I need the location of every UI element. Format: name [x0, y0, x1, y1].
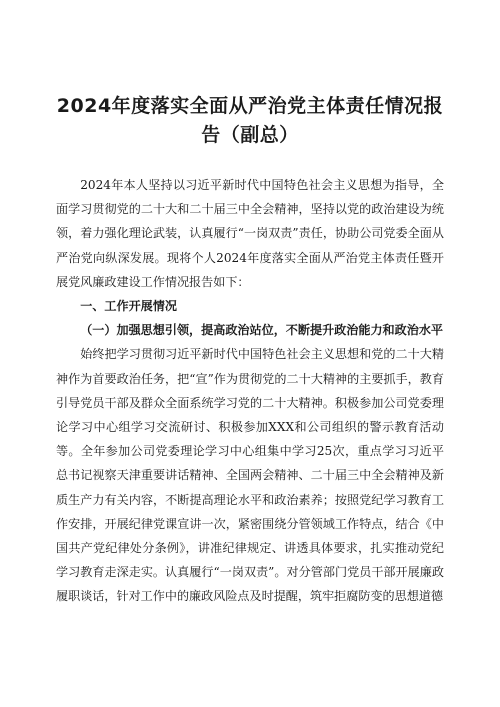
body-paragraph: 始终把学习贯彻习近平新时代中国特色社会主义思想和党的二十大精神作为首要政治任务，把“宣”作为贯彻党的二十大精神的主要抓手，教育引导党员干部及群众全面系统学习党的二十大精神。积极参加公司党委理论学习中心组学习交流研讨、积极参加XXX和公司组织的警示教育活动等。全年参加公司党委理论学习中心组集中学习25次，重点学习习近平总书记视察天津重要讲话精神、全国两会精神、二十届三中全会精神及新质生产力有关内容，不断提高理论水平和政治素养；按照党纪学习教育工作安排，开展纪律党课宣讲一次，紧密围绕分管领域工作特点，结合《中国共产党纪律处分条例》，讲准纪律规定、讲透具体要求，扎实推动党纪学习教育走深走实。认真履行“一岗双责”。对分管部门党员干部开展廉政履职谈话，针对工作中的廉政风险点及时提醒，筑牢拒腐防变的思想道德 — [56, 347, 444, 604]
title-line-1: 2024年度落实全面从严治党主体责任情况报 — [56, 95, 444, 117]
subsection-heading: （一）加强思想引领，提高政治站位，不断提升政治能力和政治水平 — [80, 323, 444, 338]
document-body — [56, 173, 444, 609]
document-title — [56, 92, 444, 150]
section-heading: 一、工作开展情况 — [80, 299, 177, 314]
intro-paragraph: 2024年本人坚持以习近平新时代中国特色社会主义思想为指导，全面学习贯彻党的二十大和二十届三中全会精神，坚持以党的政治建设为统领，着力强化理论武装，认真履行“一岗双责”责任，协助公司党委全面从严治党向纵深发展。现将个人2024年度落实全面从严治党主体责任暨开展党风廉政建设工作情况报告如下： — [56, 178, 444, 289]
title-line-2: 告（副总） — [201, 124, 299, 146]
